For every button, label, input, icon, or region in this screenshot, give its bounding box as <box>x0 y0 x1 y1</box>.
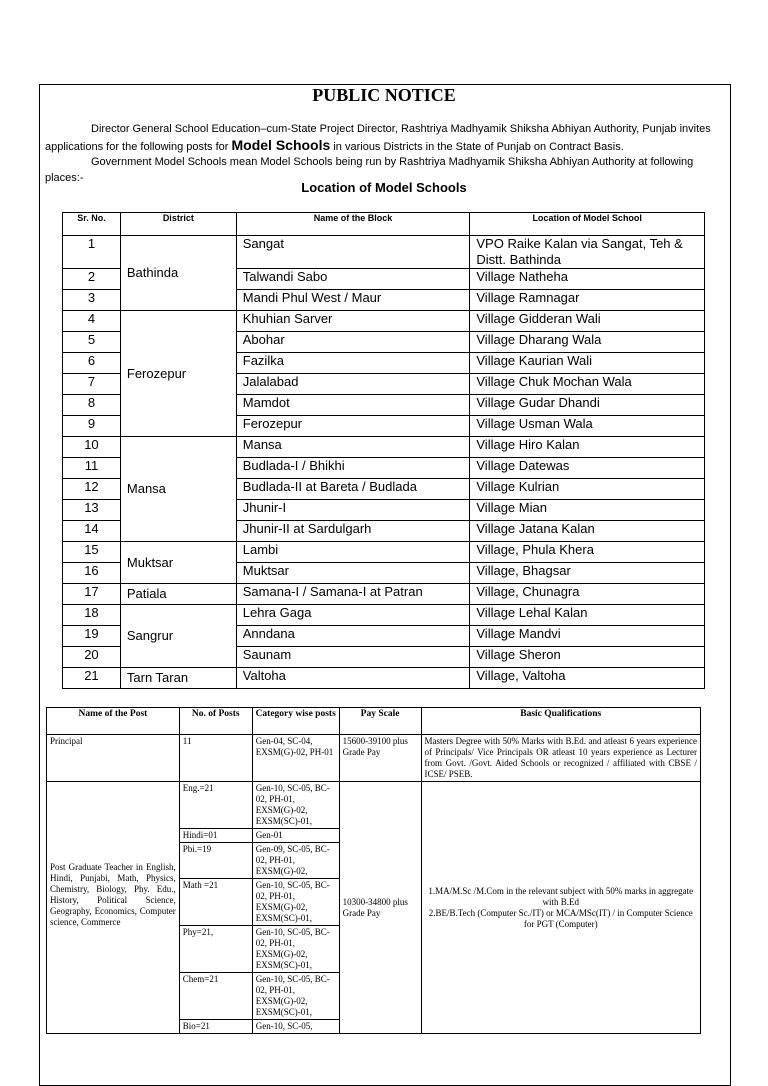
sr-cell: 15 <box>63 542 121 563</box>
post-qualification-cell: Masters Degree with 50% Marks with B.Ed. and atleast 6 years experience of Principals/ Vice Principals OR atleast 10 years experience as Lecturer from Govt. /Govt. Aided Schools or recognized / affiliated with CBSE / ICSE/ PSEB. <box>421 735 700 782</box>
locations-heading: Location of Model Schools <box>301 180 467 195</box>
post-category-cell: Gen-10, SC-05, BC-02, PH-01, EXSM(G)-02, EXSM(SC)-01, <box>252 926 339 973</box>
sr-cell: 9 <box>63 416 121 437</box>
block-cell: Valtoha <box>236 668 470 689</box>
location-cell: Village, Chunagra <box>470 584 705 605</box>
district-cell: Tarn Taran <box>120 668 236 689</box>
location-cell: Village Gudar Dhandi <box>470 395 705 416</box>
sr-cell: 21 <box>63 668 121 689</box>
notice-title: PUBLIC NOTICE <box>312 85 456 105</box>
location-cell: Village Datewas <box>470 458 705 479</box>
post-count-cell: Hindi=01 <box>179 829 252 843</box>
location-cell: Village Jatana Kalan <box>470 521 705 542</box>
table-row <box>63 605 705 626</box>
col-header-district: District <box>120 213 236 236</box>
post-category-cell: Gen-01 <box>252 829 339 843</box>
sr-cell: 20 <box>63 647 121 668</box>
sr-cell: 19 <box>63 626 121 647</box>
block-cell: Lambi <box>236 542 470 563</box>
table-row <box>63 668 705 689</box>
sr-cell: 11 <box>63 458 121 479</box>
block-cell: Ferozepur <box>236 416 470 437</box>
table-row <box>63 584 705 605</box>
post-count-cell: Chem=21 <box>179 973 252 1020</box>
block-cell: Mandi Phul West / Maur <box>236 290 470 311</box>
location-cell: Village Hiro Kalan <box>470 437 705 458</box>
sr-cell: 12 <box>63 479 121 500</box>
intro-text-b: in various Districts in the State of Punjab on Contract Basis. <box>330 141 624 153</box>
block-cell: Muktsar <box>236 563 470 584</box>
col-header-post: Name of the Post <box>47 708 180 735</box>
district-cell: Mansa <box>120 437 236 542</box>
location-cell: Village Gidderan Wali <box>470 311 705 332</box>
table-row <box>47 782 701 829</box>
table-row <box>63 437 705 458</box>
post-count-cell: Eng.=21 <box>179 782 252 829</box>
locations-table <box>62 212 705 689</box>
location-cell: Village Dharang Wala <box>470 332 705 353</box>
post-category-cell: Gen-09, SC-05, BC-02, PH-01, EXSM(G)-02, <box>252 843 339 879</box>
locations-header-row <box>63 213 705 236</box>
location-cell: Village, Bhagsar <box>470 563 705 584</box>
sr-cell: 10 <box>63 437 121 458</box>
intro-text-a: Director General School Education–cum-State Project Director, Rashtriya Madhyamik Shiksha Abhiyan Authority, Punjab invites applications for the following posts for <box>45 123 711 153</box>
sr-cell: 14 <box>63 521 121 542</box>
block-cell: Abohar <box>236 332 470 353</box>
location-cell: Village Kulrian <box>470 479 705 500</box>
post-category-cell: Gen-04, SC-04, EXSM(G)-02, PH-01 <box>252 735 339 782</box>
post-count-cell: 11 <box>179 735 252 782</box>
posts-table <box>46 707 701 1034</box>
block-cell: Lehra Gaga <box>236 605 470 626</box>
sr-cell: 7 <box>63 374 121 395</box>
col-header-count: No. of Posts <box>179 708 252 735</box>
qualification-line-1: 1.MA/M.Sc /M.Com in the relevant subject with 50% marks in aggregate with B.Ed <box>428 885 694 907</box>
block-cell: Budlada-II at Bareta / Budlada <box>236 479 470 500</box>
block-cell: Mamdot <box>236 395 470 416</box>
col-header-block: Name of the Block <box>236 213 470 236</box>
location-cell: Village Lehal Kalan <box>470 605 705 626</box>
col-header-sr: Sr. No. <box>63 213 121 236</box>
post-category-cell: Gen-10, SC-05, <box>252 1020 339 1034</box>
col-header-qualification: Basic Qualifications <box>421 708 700 735</box>
block-cell: Khuhian Sarver <box>236 311 470 332</box>
sr-cell: 17 <box>63 584 121 605</box>
location-cell: VPO Raike Kalan via Sangat, Teh & Distt. Bathinda <box>470 236 705 269</box>
location-cell: Village Kaurian Wali <box>470 353 705 374</box>
location-cell: Village Mian <box>470 500 705 521</box>
sr-cell: 6 <box>63 353 121 374</box>
sr-cell: 4 <box>63 311 121 332</box>
sr-cell: 16 <box>63 563 121 584</box>
block-cell: Fazilka <box>236 353 470 374</box>
location-cell: Village, Phula Khera <box>470 542 705 563</box>
post-qualification-cell <box>421 782 700 1034</box>
location-cell: Village Sheron <box>470 647 705 668</box>
post-count-cell: Pbi.=19 <box>179 843 252 879</box>
table-row <box>47 735 701 782</box>
location-cell: Village Natheha <box>470 269 705 290</box>
block-cell: Sangat <box>236 236 470 269</box>
post-pay-cell: 15600-39100 plus Grade Pay <box>339 735 421 782</box>
location-cell: Village Usman Wala <box>470 416 705 437</box>
sr-cell: 18 <box>63 605 121 626</box>
sr-cell: 5 <box>63 332 121 353</box>
post-count-cell: Math =21 <box>179 879 252 926</box>
post-category-cell: Gen-10, SC-05, BC-02, PH-01, EXSM(G)-02, EXSM(SC)-01, <box>252 973 339 1020</box>
block-cell: Budlada-I / Bhikhi <box>236 458 470 479</box>
col-header-location: Location of Model School <box>470 213 705 236</box>
table-row <box>63 311 705 332</box>
location-cell: Village Ramnagar <box>470 290 705 311</box>
col-header-pay: Pay Scale <box>339 708 421 735</box>
qualification-line-2: 2.BE/B.Tech (Computer Sc./IT) or MCA/MSc(IT) / in Computer Science for PGT (Computer) <box>428 907 693 929</box>
location-cell: Village Chuk Mochan Wala <box>470 374 705 395</box>
location-cell: Village Mandvi <box>470 626 705 647</box>
definition-text: Government Model Schools mean Model Schools being run by Rashtriya Madhyamik Shiksha Abhiyan Authority at following places:- <box>45 156 694 184</box>
posts-header-row <box>47 708 701 735</box>
block-cell: Jhunir-II at Sardulgarh <box>236 521 470 542</box>
sr-cell: 2 <box>63 269 121 290</box>
sr-cell: 3 <box>63 290 121 311</box>
post-count-cell: Phy=21, <box>179 926 252 973</box>
district-cell: Sangrur <box>120 605 236 668</box>
block-cell: Mansa <box>236 437 470 458</box>
sr-cell: 8 <box>63 395 121 416</box>
district-cell: Bathinda <box>120 236 236 311</box>
table-row <box>63 542 705 563</box>
post-pay-cell: 10300-34800 plus Grade Pay <box>339 782 421 1034</box>
block-cell: Anndana <box>236 626 470 647</box>
post-category-cell: Gen-10, SC-05, BC-02, PH-01, EXSM(G)-02, EXSM(SC)-01, <box>252 879 339 926</box>
block-cell: Jhunir-I <box>236 500 470 521</box>
block-cell: Samana-I / Samana-I at Patran <box>236 584 470 605</box>
col-header-category: Category wise posts <box>252 708 339 735</box>
district-cell: Patiala <box>120 584 236 605</box>
location-cell: Village, Valtoha <box>470 668 705 689</box>
block-cell: Talwandi Sabo <box>236 269 470 290</box>
post-category-cell: Gen-10, SC-05, BC-02, PH-01, EXSM(G)-02, EXSM(SC)-01, <box>252 782 339 829</box>
block-cell: Saunam <box>236 647 470 668</box>
intro-paragraph <box>45 121 721 155</box>
post-name-cell: Post Graduate Teacher in English, Hindi, Punjabi, Math, Physics, Chemistry, Biology, Phy. Edu., History, Political Science, Geography, Economics, Computer science, Commerce <box>47 782 180 1034</box>
post-count-cell: Bio=21 <box>179 1020 252 1034</box>
sr-cell: 1 <box>63 236 121 269</box>
block-cell: Jalalabad <box>236 374 470 395</box>
table-row <box>63 236 705 269</box>
post-name-cell: Principal <box>47 735 180 782</box>
district-cell: Ferozepur <box>120 311 236 437</box>
intro-text-bold: Model Schools <box>231 137 331 153</box>
district-cell: Muktsar <box>120 542 236 584</box>
sr-cell: 13 <box>63 500 121 521</box>
